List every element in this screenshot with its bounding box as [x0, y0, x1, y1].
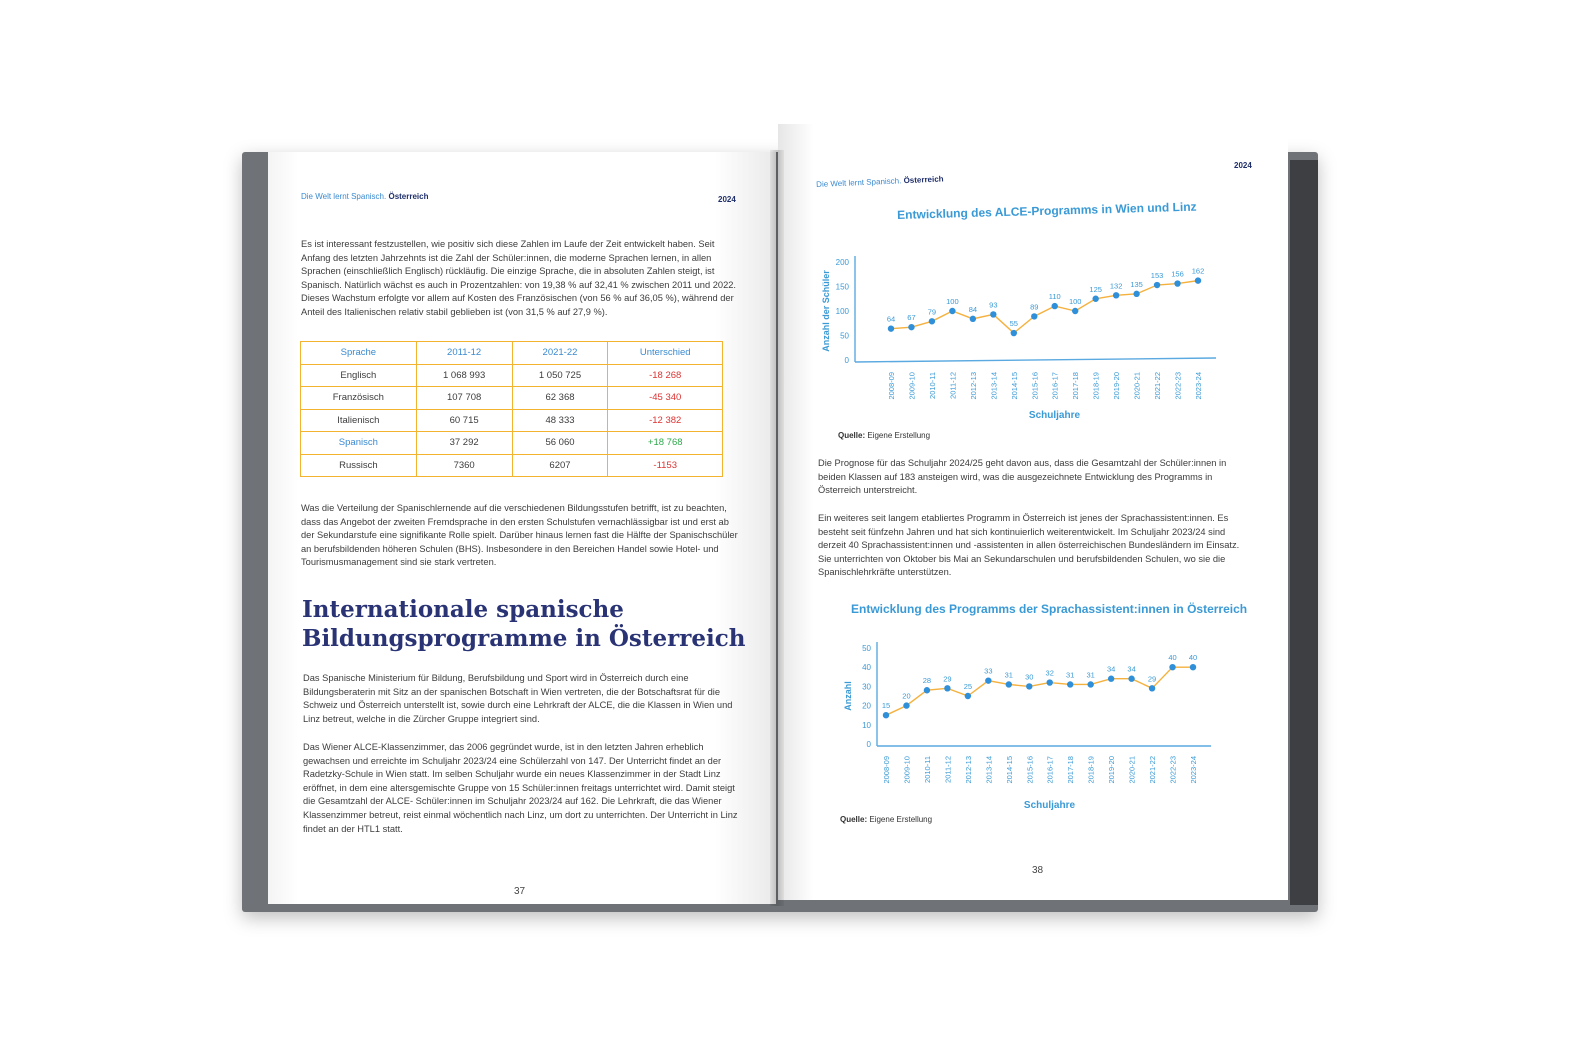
y-tick-label: 10	[862, 720, 871, 730]
data-label: 125	[1089, 284, 1102, 294]
data-label: 31	[1066, 670, 1075, 680]
left-paragraph-4: Das Wiener ALCE-Klassenzimmer, das 2006 gegründet wurde, ist in den letzten Jahren erheblich gewachsen und erreichte im Schuljahr 2023/24 eine Schülerzahl von 147. Der Unterricht findet an der Radetzky-Schule in Wien statt. Im selben Schuljahr wurde ein neues Klassenzimmer in der Stadt Linz eröffnet, in dem eine altersgemischte Gruppe von 15 Schüler:innen freitags unterrichtet wird. Damit steigt die Gesamtzahl der ALCE- Schüler:innen im Schuljahr 2023/24 auf 162. Die Lehrkraft, die das Wiener Klassenzimmer betreut, reist einmal wöchentlich nach Linz, um dort zu unterrichten. Der Unterricht in Linz findet an der HTL1 statt.	[303, 742, 738, 834]
x-tick-label: 2018-19	[1091, 372, 1101, 400]
data-point	[985, 677, 991, 683]
data-label: 135	[1130, 279, 1143, 289]
data-label: 110	[1048, 292, 1061, 302]
table-cell: Spanisch	[301, 432, 417, 455]
data-label: 79	[927, 307, 937, 317]
x-tick-label: 2012-13	[963, 756, 973, 784]
data-label: 33	[984, 666, 993, 676]
section-heading-line2: Bildungsprogramme in Österreich	[302, 625, 746, 652]
running-head-series: Die Welt lernt Spanisch.	[301, 192, 387, 201]
series-line	[891, 281, 1198, 333]
chart2-title: Entwicklung des Programms der Sprachassistent:innen in Österreich	[851, 602, 1248, 616]
table-cell: Englisch	[301, 364, 417, 387]
y-tick-label: 40	[862, 663, 871, 673]
x-tick-label: 2011-12	[948, 372, 958, 399]
left-running-head	[301, 192, 429, 201]
data-label: 40	[1168, 653, 1177, 663]
y-tick-label: 50	[862, 644, 871, 653]
x-tick-label: 2022-23	[1173, 372, 1183, 400]
data-label: 100	[1068, 297, 1082, 306]
chart2-source	[840, 815, 932, 824]
table-cell: Italienisch	[301, 409, 417, 432]
data-label: 32	[1045, 668, 1054, 678]
x-tick-label: 2019-20	[1107, 756, 1117, 784]
running-head-series: Die Welt lernt Spanisch.	[816, 176, 902, 189]
x-tick-label: 2023-24	[1189, 756, 1198, 784]
data-point	[965, 693, 971, 699]
data-point	[1031, 313, 1037, 319]
x-tick-label: 2014-15	[1009, 372, 1019, 400]
data-point	[929, 318, 935, 324]
x-tick-label: 2009-10	[902, 756, 912, 784]
data-point	[1006, 681, 1012, 687]
table-cell: 107 708	[416, 387, 512, 410]
x-axis-line	[855, 358, 1216, 362]
assistants-line-chart	[820, 626, 1220, 816]
table-header-cell: Unterschied	[608, 342, 723, 365]
source-text: Eigene Erstellung	[869, 815, 933, 824]
data-label: 67	[907, 313, 916, 323]
x-tick-label: 2011-12	[943, 756, 953, 783]
data-label: 34	[1127, 664, 1136, 674]
x-tick-label: 2016-17	[1045, 756, 1055, 784]
x-tick-label: 2021-22	[1153, 372, 1163, 400]
x-tick-label: 2012-13	[968, 372, 978, 400]
data-point	[1047, 679, 1053, 685]
table-row	[301, 364, 723, 387]
data-point	[990, 311, 996, 317]
data-point	[1154, 282, 1160, 288]
data-label: 132	[1109, 281, 1123, 291]
table-row	[301, 432, 723, 455]
data-point	[949, 308, 955, 314]
data-point	[1108, 676, 1114, 682]
x-tick-label: 2009-10	[907, 372, 917, 400]
data-point	[970, 316, 976, 322]
y-tick-label: 200	[835, 258, 849, 267]
running-head-country: Österreich	[903, 174, 944, 186]
data-label: 29	[1147, 674, 1157, 684]
data-label: 93	[989, 300, 998, 310]
x-tick-label: 2021-22	[1148, 756, 1158, 784]
source-label: Quelle:	[838, 431, 866, 440]
data-label: 28	[922, 676, 932, 686]
data-point	[1067, 681, 1073, 687]
left-year: 2024	[718, 195, 736, 204]
data-label: 29	[943, 674, 952, 684]
section-heading	[302, 595, 745, 653]
table-cell: 1 068 993	[416, 364, 512, 387]
table-row	[301, 387, 723, 410]
table-row	[301, 454, 723, 477]
x-tick-label: 2014-15	[1004, 756, 1014, 784]
left-intro-paragraph: Es ist interessant festzustellen, wie positiv sich diese Zahlen im Laufe der Zeit entwickelt haben. Seit Anfang des letzten Jahrzehnts ist die Zahl der Schüler:innen, die moderne Sprachen lernen, in allen Sprachen (einschließlich Englisch) rückläufig. Die einzige Sprache, die in absoluten Zahlen steigt, ist Spanisch. Natürlich wächst es auch in Prozentzahlen: von 19,38 % auf 32,41 % zwischen 2011 und 2022. Dieses Wachstum erfolgte vor allem auf Kosten des Französischen (von 56 % auf 36,05 %), während der Anteil des Italienischen relativ stabil geblieben ist (von 31,5 % auf 27,9 %).	[301, 239, 736, 317]
section-heading-line1: Internationale spanische	[302, 596, 624, 623]
data-label: 20	[902, 691, 911, 701]
data-point	[1133, 291, 1139, 297]
data-point	[903, 702, 909, 708]
x-tick-label: 2023-24	[1194, 372, 1203, 400]
y-axis-title: Anzahl der Schüler	[821, 270, 831, 352]
data-label: 84	[968, 304, 978, 314]
data-point	[1092, 296, 1098, 302]
x-tick-label: 2013-14	[984, 756, 994, 784]
x-tick-label: 2010-11	[927, 372, 937, 399]
data-point	[924, 687, 930, 693]
table-cell: 56 060	[512, 432, 608, 455]
data-point	[1026, 683, 1032, 689]
right-page-number: 38	[1032, 865, 1044, 876]
y-tick-label: 0	[844, 356, 849, 365]
running-head-country: Österreich	[388, 192, 429, 201]
chart1-title: Entwicklung des ALCE-Programms in Wien und Linz	[897, 199, 1197, 222]
data-label: 25	[963, 682, 973, 691]
y-axis-title: Anzahl	[843, 681, 853, 711]
data-point	[1174, 280, 1180, 286]
book-page-edges	[1290, 160, 1318, 905]
x-tick-label: 2010-11	[922, 756, 932, 783]
table-cell: -1153	[608, 454, 723, 477]
x-tick-label: 2017-18	[1066, 756, 1076, 784]
table-header-cell: Sprache	[301, 342, 417, 365]
table-header-cell: 2021-22	[512, 342, 608, 365]
left-page-number: 37	[514, 886, 526, 897]
x-tick-label: 2017-18	[1071, 372, 1081, 400]
right-year: 2024	[1234, 161, 1252, 170]
table-row	[301, 409, 723, 432]
source-label: Quelle:	[840, 815, 868, 824]
data-label: 34	[1106, 664, 1116, 674]
data-point	[1011, 330, 1017, 336]
data-point	[1128, 676, 1134, 682]
data-label: 64	[886, 314, 896, 324]
data-point	[1113, 292, 1119, 298]
y-tick-label: 30	[862, 682, 871, 692]
left-paragraph-3: Das Spanische Ministerium für Bildung, Berufsbildung und Sport wird in Österreich durch eine Bildungsberaterin mit Sitz an der spanischen Botschaft in Wien vertreten, die der Botschaftsrat für die Schweiz und Österreich unterstellt ist, sowie durch eine Lehrkraft der ALCE, die die Klassen in Wien und Linz betreut, welche in die Zürcher Gruppe integriert sind.	[303, 673, 733, 724]
data-label: 31	[1004, 670, 1013, 680]
data-point	[1149, 685, 1155, 691]
source-text: Eigene Erstellung	[867, 431, 931, 440]
y-tick-label: 150	[835, 282, 849, 292]
data-label: 100	[946, 297, 959, 306]
data-label: 30	[1025, 672, 1034, 682]
x-axis-title: Schuljahre	[1028, 410, 1081, 421]
data-point	[1169, 664, 1175, 670]
x-tick-label: 2008-09	[887, 372, 896, 400]
data-point	[1190, 664, 1196, 670]
table-cell: 1 050 725	[512, 364, 608, 387]
x-tick-label: 2015-16	[1030, 372, 1040, 400]
table-header-cell: 2011-12	[416, 342, 512, 365]
data-point	[908, 324, 914, 330]
data-point	[1072, 308, 1078, 314]
x-tick-label: 2008-09	[882, 756, 891, 784]
book-gutter	[770, 150, 784, 906]
data-label: 89	[1030, 302, 1039, 312]
x-tick-label: 2016-17	[1050, 372, 1060, 400]
data-point	[1087, 681, 1093, 687]
data-point	[888, 325, 894, 331]
table-cell: Russisch	[301, 454, 417, 477]
data-label: 156	[1171, 269, 1184, 279]
data-label: 55	[1009, 319, 1018, 329]
x-tick-label: 2020-21	[1127, 756, 1137, 784]
x-tick-label: 2022-23	[1168, 756, 1178, 784]
data-label: 162	[1191, 266, 1205, 276]
x-tick-label: 2020-21	[1132, 372, 1142, 400]
y-tick-label: 20	[862, 701, 871, 711]
x-tick-label: 2015-16	[1025, 756, 1035, 784]
y-tick-label: 50	[840, 331, 849, 341]
x-tick-label: 2018-19	[1086, 756, 1096, 784]
table-cell: 7360	[416, 454, 512, 477]
table-cell: Französisch	[301, 387, 417, 410]
y-tick-label: 100	[835, 307, 849, 316]
x-tick-label: 2013-14	[989, 372, 999, 400]
data-label: 40	[1188, 653, 1198, 663]
table-cell: 48 333	[512, 409, 608, 432]
table-cell: 37 292	[416, 432, 512, 455]
table-cell: -45 340	[608, 387, 723, 410]
table-header-row	[301, 342, 723, 365]
chart1-source	[838, 431, 930, 440]
x-tick-label: 2019-20	[1112, 372, 1122, 400]
y-tick-label: 0	[866, 740, 871, 749]
table-cell: -18 268	[608, 364, 723, 387]
table-cell: 6207	[512, 454, 608, 477]
data-label: 153	[1150, 271, 1164, 281]
right-paragraph-1: Die Prognose für das Schuljahr 2024/25 geht davon aus, dass die Gesamtzahl der Schüler:innen in beiden Klassen auf 183 ansteigen wird, was die ausgezeichnete Entwicklung des Programms in Österreich unterstreicht.	[818, 458, 1227, 496]
data-point	[883, 712, 889, 718]
left-paragraph-2: Was die Verteilung der Spanischlernende auf die verschiedenen Bildungsstufen betrifft, ist zu beachten, dass das Angebot der zweiten Fremdsprache in den ersten Schulstufen vernachlässigbar ist und erst ab der Sekundarstufe eine signifikante Rolle spielt. Darüber hinaus lernen fast die Hälfte der Spanischschüler an berufsbildenden höheren Schulen (BHS). Insbesondere in den Bereichen Handel sowie Hotel- und Tourismusmanagement sind sie stark vertreten.	[301, 503, 738, 568]
right-paragraph-2: Ein weiteres seit langem etabliertes Programm in Österreich ist jenes der Sprachassistent:innen. Es besteht seit fünfzehn Jahren und hat sich kontinuierlich weiterentwickelt. Im Schuljahr 2023/24 sind derzeit 40 Sprachassistent:innen und -assistenten in allen österreichischen Bundesländern im Einsatz. Sie unterrichten von Oktober bis Mai an Sekundarschulen und berufsbildenden Schulen, wo sie die Spanischlehrkräfte unterstützen.	[818, 513, 1240, 578]
x-axis-title: Schuljahre	[1023, 800, 1076, 811]
data-point	[944, 685, 950, 691]
table-cell: -12 382	[608, 409, 723, 432]
data-label: 31	[1086, 670, 1095, 680]
data-label: 15	[881, 701, 891, 711]
table-cell: +18 768	[608, 432, 723, 455]
data-point	[1195, 277, 1201, 283]
table-cell: 62 368	[512, 387, 608, 410]
language-table	[300, 341, 723, 477]
data-point	[1052, 303, 1058, 309]
alce-line-chart	[820, 228, 1220, 428]
table-cell: 60 715	[416, 409, 512, 432]
